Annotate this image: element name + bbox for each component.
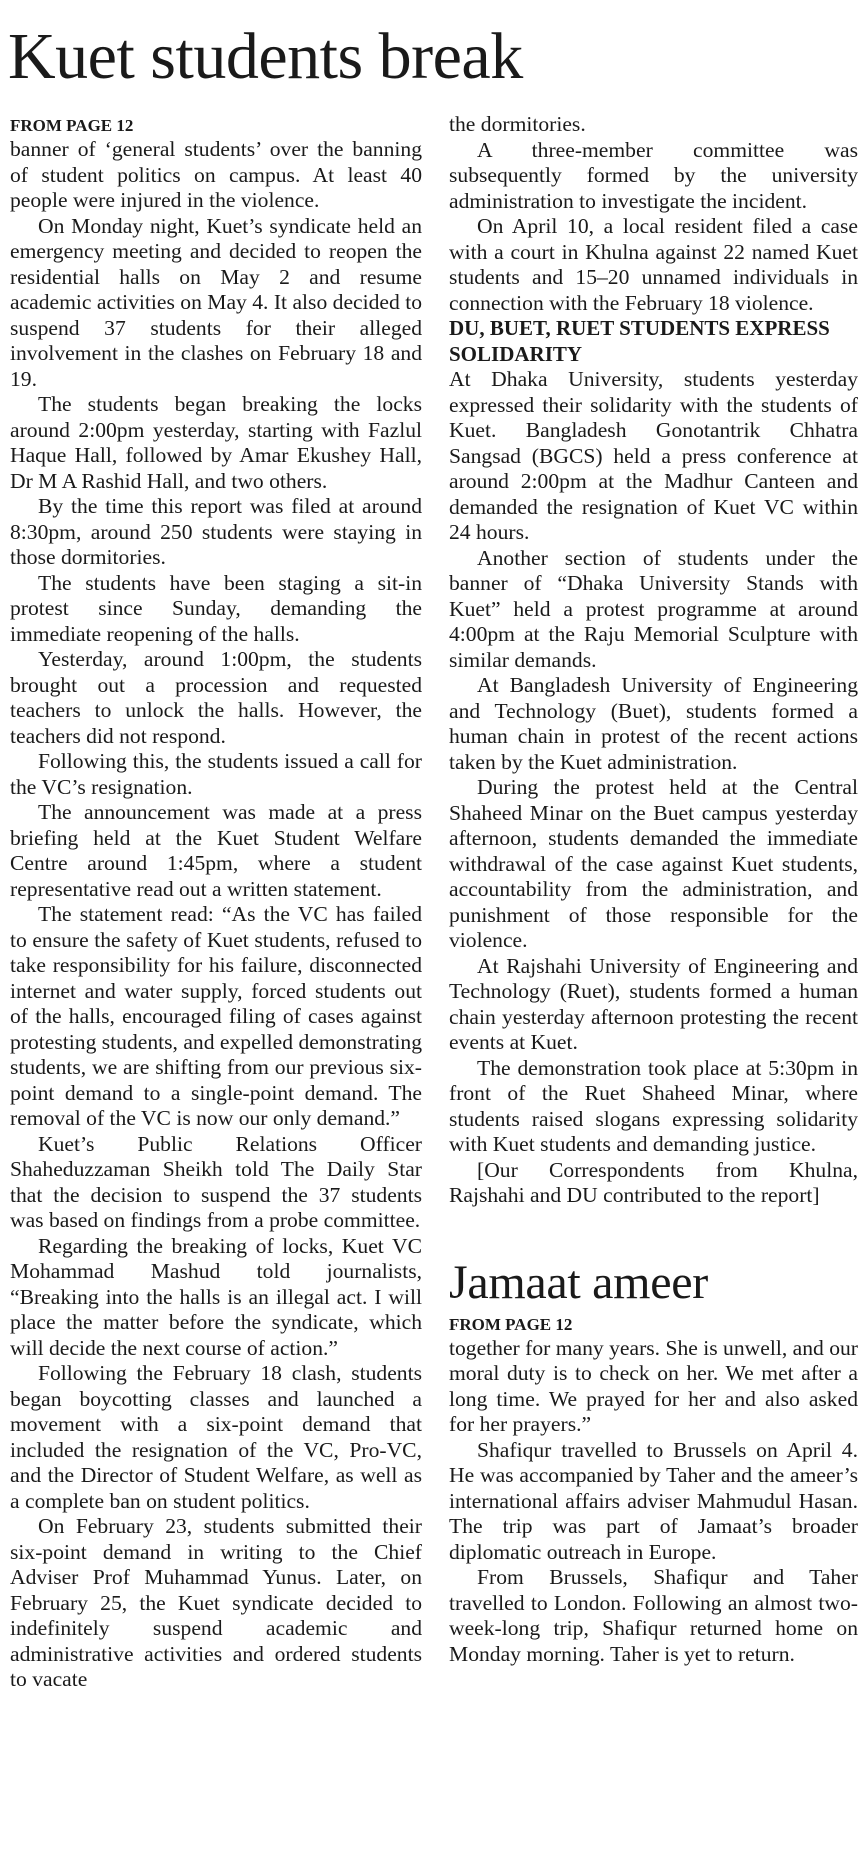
left-column: [10, 112, 422, 1693]
article-kicker: FROM PAGE 12: [449, 1314, 573, 1334]
article-paragraph: The demonstration took place at 5:30pm in front of the Ruet Shaheed Minar, where students raised slogans expressing solidarity with Kuet students and demanding justice.: [449, 1055, 858, 1156]
article-kicker: FROM PAGE 12: [10, 116, 134, 135]
article-paragraph: From Brussels, Shafiqur and Taher travelled to London. Following an almost two-week-long trip, Shafiqur returned home on Monday morning. Taher is yet to return.: [449, 1565, 858, 1666]
article-headline-jamaat: Jamaat ameer: [449, 1255, 708, 1309]
article-paragraph: The announcement was made at a press briefing held at the Kuet Student Welfare Centre around 1:45pm, where a student representative read out a written statement.: [10, 800, 422, 901]
article-paragraph: The students have been staging a sit-in protest since Sunday, demanding the immediate reopening of the halls.: [10, 570, 422, 646]
article-paragraph: At Dhaka University, students yesterday expressed their solidarity with the students of Kuet. Bangladesh Gonotantrik Chhatra Sangsad (BGCS) held a press conference at around 2:00pm at the Madhur Canteen and demanded the resignation of Kuet VC within 24 hours.: [449, 367, 858, 544]
article-paragraph: Shafiqur travelled to Brussels on April 4. He was accompanied by Taher and the ameer’s international affairs adviser Mahmudul Hasan. The trip was part of Jamaat’s broader diplomatic outreach in Europe.: [449, 1437, 858, 1564]
article-paragraph: During the protest held at the Central Shaheed Minar on the Buet campus yesterday afternoon, students demanded the immediate withdrawal of the case against Kuet students, accountability from the administration, and punishment of those responsible for the violence.: [449, 775, 858, 952]
article-paragraph: The statement read: “As the VC has failed to ensure the safety of Kuet students, refused to take responsibility for his failure, disconnected internet and water supply, forced students out of the halls, encouraged filing of cases against protesting students, and expelled demonstrating students, we are shifting from our previous six-point demand to a single-point demand. The removal of the VC is now our only demand.”: [10, 902, 422, 1130]
article-paragraph: On April 10, a local resident filed a case with a court in Khulna against 22 named Kuet students and 15–20 unnamed individuals in connection with the February 18 violence.: [449, 214, 858, 315]
article-paragraph: the dormitories.: [449, 112, 586, 136]
article-paragraph: On Monday night, Kuet’s syndicate held an emergency meeting and decided to reopen the residential halls on May 2 and resume academic activities on May 4. It also decided to suspend 37 students for their alleged involvement in the clashes on February 18 and 19.: [10, 213, 422, 391]
article-paragraph: At Bangladesh University of Engineering and Technology (Buet), students formed a human chain in protest of the recent actions taken by the Kuet administration.: [449, 673, 858, 774]
article-paragraph: together for many years. She is unwell, and our moral duty is to check on her. We met after a long time. We prayed for her and also asked for her prayers.”: [449, 1335, 858, 1436]
article-paragraph: At Rajshahi University of Engineering and Technology (Ruet), students formed a human chain yesterday afternoon protesting the recent events at Kuet.: [449, 953, 858, 1054]
article-paragraph: Yesterday, around 1:00pm, the students brought out a procession and requested teachers to unlock the halls. However, the teachers did not respond.: [10, 647, 422, 748]
article-headline-kuet: Kuet students break: [8, 20, 523, 93]
right-column: [449, 112, 858, 1667]
article-paragraph: Following this, the students issued a call for the VC’s resignation.: [10, 749, 422, 799]
article-paragraph: Kuet’s Public Relations Officer Shaheduzzaman Sheikh told The Daily Star that the decision to suspend the 37 students was based on findings from a probe committee.: [10, 1131, 422, 1232]
article-paragraph: The students began breaking the locks around 2:00pm yesterday, starting with Fazlul Haque Hall, followed by Amar Ekushey Hall, Dr M A Rashid Hall, and two others.: [10, 392, 422, 493]
section-subhead: DU, BUET, RUET STUDENTS EXPRESS SOLIDARITY: [449, 316, 830, 366]
article-paragraph: On February 23, students submitted their six-point demand in writing to the Chief Adviser Prof Muhammad Yunus. Later, on February 25, the Kuet syndicate decided to indefinitely suspend academic and administrative activities and ordered students to vacate: [10, 1514, 422, 1691]
article-paragraph: A three-member committee was subsequently formed by the university administration to investigate the incident.: [449, 137, 858, 213]
contributor-note: [Our Correspondents from Khulna, Rajshahi and DU contributed to the report]: [449, 1157, 858, 1207]
article-paragraph: Following the February 18 clash, students began boycotting classes and launched a movement with a six-point demand that included the resignation of the VC, Pro-VC, and the Director of Student Welfare, as well as a complete ban on student politics.: [10, 1361, 422, 1513]
article-paragraph: Another section of students under the banner of “Dhaka University Stands with Kuet” held a protest programme at around 4:00pm at the Raju Memorial Sculpture with similar demands.: [449, 545, 858, 672]
article-paragraph: Regarding the breaking of locks, Kuet VC Mohammad Mashud told journalists, “Breaking into the halls is an illegal act. I will place the matter before the syndicate, which will decide the next course of action.”: [10, 1233, 422, 1360]
article-paragraph: By the time this report was filed at around 8:30pm, around 250 students were staying in those dormitories.: [10, 494, 422, 569]
article-paragraph: banner of ‘general students’ over the banning of student politics on campus. At least 40 people were injured in the violence.: [10, 137, 422, 212]
